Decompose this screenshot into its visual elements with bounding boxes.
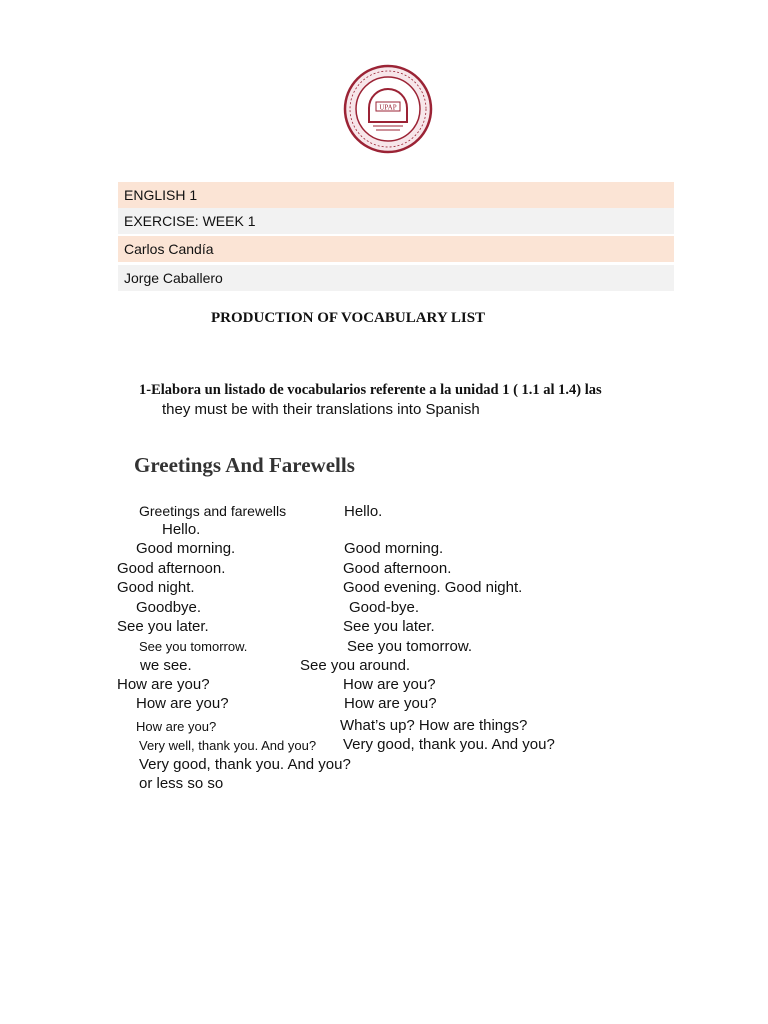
- vocab-item: we see.: [140, 657, 192, 674]
- vocab-item: See you tomorrow.: [139, 639, 248, 654]
- vocab-item: Good-bye.: [349, 599, 420, 616]
- vocab-item: See you later.: [117, 618, 209, 635]
- vocab-item: How are you?: [343, 676, 436, 693]
- vocab-item: Hello.: [162, 521, 201, 538]
- vocab-item: Good afternoon.: [117, 560, 226, 577]
- vocab-item: What’s up? How are things?: [340, 717, 528, 734]
- vocab-item: See you later.: [343, 618, 435, 635]
- vocab-item: or less so so: [139, 775, 224, 792]
- vocab-item: Good morning.: [136, 540, 236, 557]
- vocab-item: Very good, thank you. And you?: [139, 756, 351, 773]
- teacher-name: Jorge Caballero: [118, 265, 674, 291]
- exercise-label: EXERCISE: WEEK 1: [118, 208, 674, 234]
- vocab-item: Hello.: [344, 503, 383, 520]
- university-logo: [343, 64, 433, 154]
- vocab-item: How are you?: [344, 695, 437, 712]
- vocab-item: See you tomorrow.: [347, 638, 473, 655]
- vocab-item: Very well, thank you. And you?: [139, 738, 317, 753]
- vocab-item: Good night.: [117, 579, 195, 596]
- document-title: PRODUCTION OF VOCABULARY LIST: [211, 310, 486, 326]
- vocab-item: How are you?: [136, 695, 229, 712]
- section-heading: Greetings And Farewells: [134, 453, 355, 477]
- vocab-item: Very good, thank you. And you?: [343, 736, 555, 753]
- vocab-item: How are you?: [117, 676, 210, 693]
- vocab-item: Good evening. Good night.: [343, 579, 523, 596]
- student-name: Carlos Candía: [118, 236, 674, 262]
- university-seal-icon: [343, 64, 433, 154]
- vocab-item: Good morning.: [344, 540, 444, 557]
- vocab-item: Good afternoon.: [343, 560, 452, 577]
- instruction-line-1: 1-Elabora un listado de vocabularios referente a la unidad 1 ( 1.1 al 1.4) las: [139, 382, 602, 398]
- course-name: ENGLISH 1: [118, 182, 674, 208]
- logo-abbr: UPAP: [379, 103, 397, 112]
- vocab-item: How are you?: [136, 719, 217, 734]
- vocab-item: Greetings and farewells: [139, 503, 287, 519]
- vocab-item: Goodbye.: [136, 599, 202, 616]
- vocab-item: See you around.: [300, 657, 411, 674]
- instruction-line-2: they must be with their translations into Spanish: [162, 401, 480, 418]
